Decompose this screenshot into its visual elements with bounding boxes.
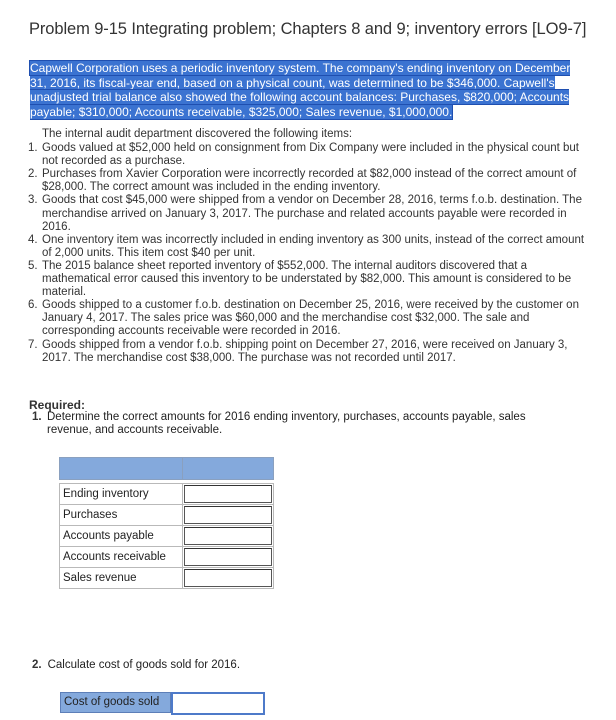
item-text: Goods valued at $52,000 held on consignment from Dix Company were included in the physical count but not recorded as a purchase. <box>42 142 579 168</box>
ending-inventory-input[interactable] <box>184 485 272 503</box>
items-lead: The internal audit department discovered the following items: <box>42 128 353 140</box>
requirement-2-number: 2. <box>32 659 42 671</box>
item-number: 5. <box>28 259 38 272</box>
cogs-input[interactable] <box>171 692 265 715</box>
purchases-input[interactable] <box>184 506 272 524</box>
accounts-payable-input[interactable] <box>184 527 272 545</box>
item-text: One inventory item was incorrectly included in ending inventory as 300 units, instead of the correct amount of 2,000 units. This item cost $40 per unit. <box>42 233 585 259</box>
row-label-accounts-receivable: Accounts receivable <box>60 547 183 568</box>
requirement-2 <box>32 659 240 671</box>
intro-paragraph[interactable] <box>30 61 586 119</box>
item-text: The 2015 balance sheet reported inventory of $552,000. The internal auditors discovered that a mathematical error caused this inventory to be understated by $82,000. This amount is considered to be material. <box>42 259 572 299</box>
audit-items <box>28 128 592 365</box>
item-number: 7. <box>28 338 38 351</box>
table-row <box>60 484 274 505</box>
item-number: 4. <box>28 233 38 246</box>
header-cell-value <box>183 458 274 480</box>
item-text: Goods shipped to a customer f.o.b. destination on December 25, 2016, were received by the customer on January 4, 2017. The sales price was $60,000 and the merchandise cost $32,000. The sale and corresponding accounts receivable were recorded in 2016. <box>42 299 579 338</box>
item-text: Goods shipped from a vendor f.o.b. shipping point on December 27, 2016, were received on January 3, 2017. The merchandise cost $38,000. The purchase was not recorded until 2017. <box>42 338 568 364</box>
header-cell-label <box>60 458 183 480</box>
list-item <box>28 259 592 299</box>
table-row <box>60 547 274 568</box>
list-item <box>28 233 592 260</box>
item-number: 2. <box>28 168 38 181</box>
requirement-1-text: Determine the correct amounts for 2016 ending inventory, purchases, accounts payable, sales revenue, and accounts receivable. <box>47 411 526 436</box>
accounts-receivable-input[interactable] <box>184 548 272 566</box>
requirement-1 <box>32 411 572 437</box>
row-label-sales-revenue: Sales revenue <box>60 568 183 589</box>
sales-revenue-input[interactable] <box>184 569 272 587</box>
list-item <box>28 168 592 194</box>
page-title: Problem 9-15 Integrating problem; Chapters 8 and 9; inventory errors [LO9-7] <box>29 20 587 38</box>
row-label-ending-inventory: Ending inventory <box>60 484 183 505</box>
item-number: 6. <box>28 299 38 312</box>
items-list <box>28 142 592 365</box>
item-text: Purchases from Xavier Corporation were incorrectly recorded at $82,000 instead of the correct amount of $28,000. The correct amount was included in the ending inventory. <box>42 168 577 194</box>
row-label-purchases: Purchases <box>60 505 183 526</box>
cogs-row <box>60 692 265 715</box>
requirement-2-text: Calculate cost of goods sold for 2016. <box>47 659 241 671</box>
intro-selected-text[interactable]: Capwell Corporation uses a periodic inventory system. The company's ending inventory on December 31, 2016, its fiscal-year end, based on a physical count, was determined to be $346,000. Capwell's unadjusted trial balance also showed the following account balances: Purchases, $820,000; Accounts payable; $310,000; Accounts receivable, $325,000; Sales revenue, $1,000,000. <box>30 61 571 119</box>
table-header <box>60 458 274 480</box>
item-text: Goods that cost $45,000 were shipped from a vendor on December 28, 2016, terms f.o.b. destination. The merchandise arrived on January 3, 2017. The purchase and related accounts payable were recorded in 2016. <box>42 194 582 233</box>
table-row <box>60 505 274 526</box>
list-item <box>28 299 592 338</box>
list-item <box>28 338 592 365</box>
item-number: 3. <box>28 194 38 207</box>
answer-table <box>59 457 274 589</box>
cogs-label: Cost of goods sold <box>60 692 171 713</box>
table-row <box>60 568 274 589</box>
requirement-1-number: 1. <box>32 411 42 423</box>
required-heading: Required: <box>29 398 86 412</box>
row-label-accounts-payable: Accounts payable <box>60 526 183 547</box>
list-item <box>28 142 592 168</box>
list-item <box>28 194 592 233</box>
table-row <box>60 526 274 547</box>
item-number: 1. <box>28 142 38 155</box>
